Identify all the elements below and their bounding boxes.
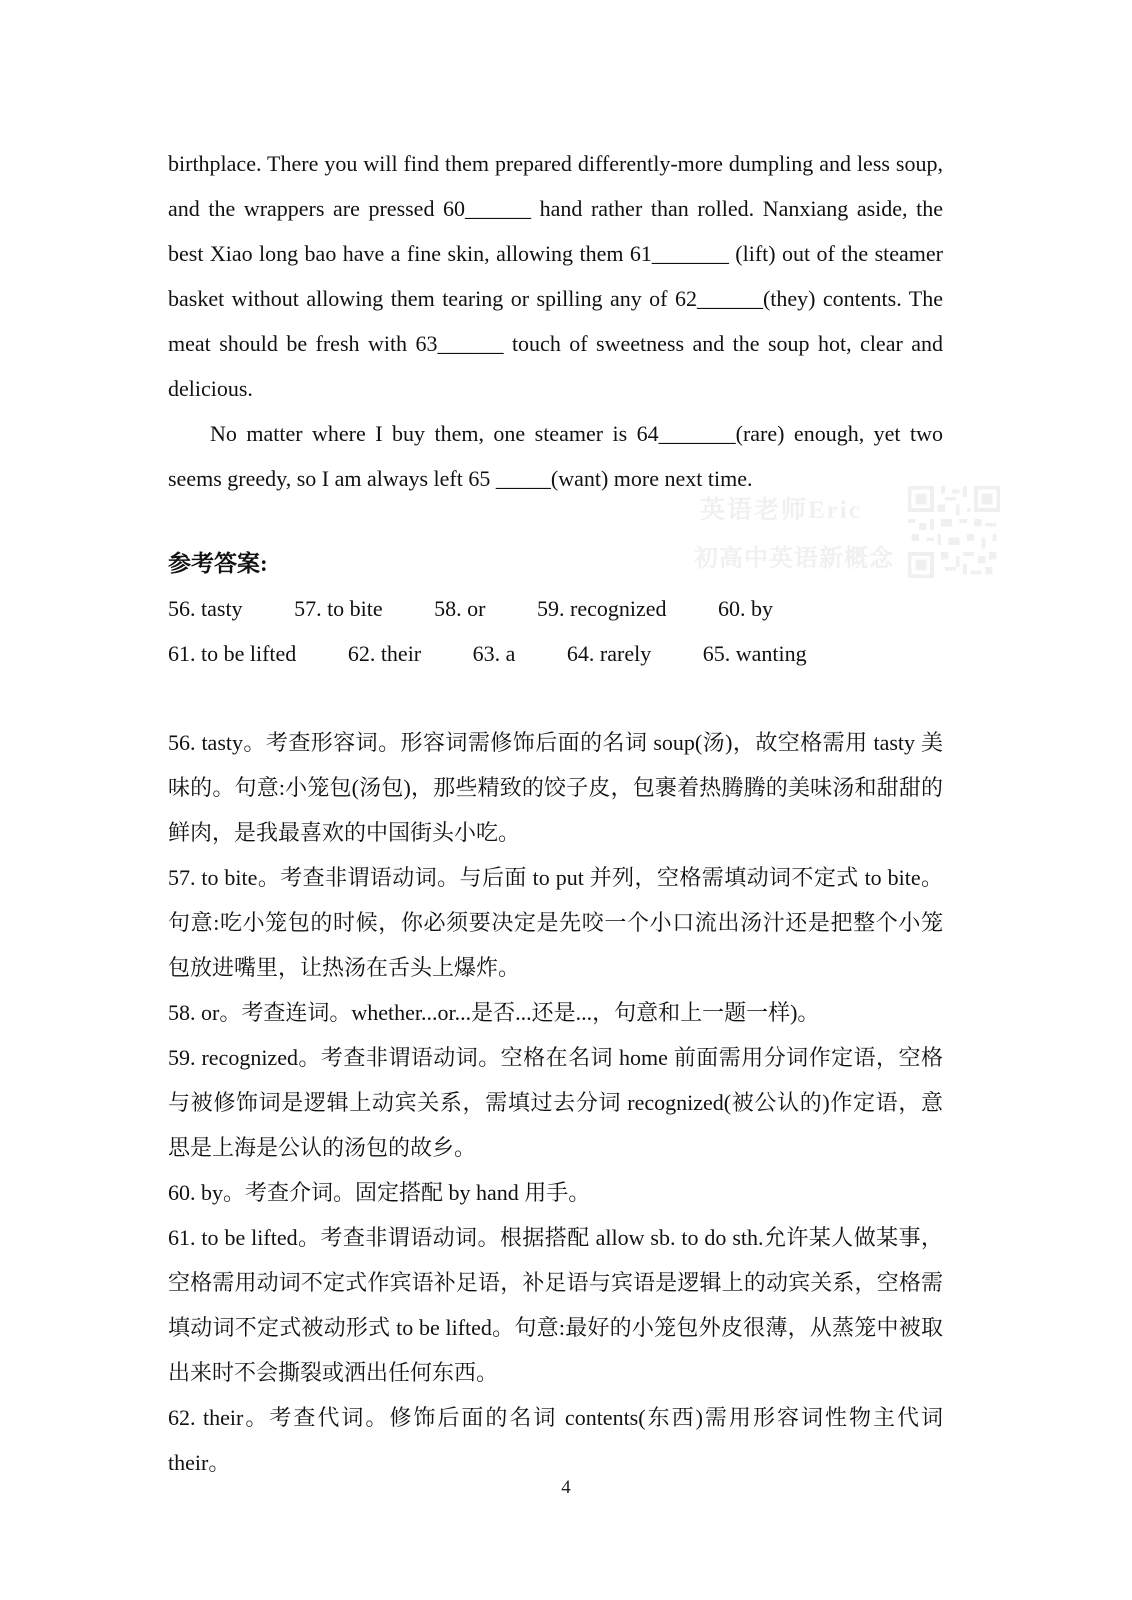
passage-paragraph-2: No matter where I buy them, one steamer is 64_______(rare) enough, yet two seems greedy, so I am always left 65 _____(want) more next time. <box>168 421 943 491</box>
answer-item-57: 57. to bite <box>294 596 383 621</box>
answer-item-62: 62. their <box>347 641 422 666</box>
passage-paragraph-1: birthplace. There you will find them prepared differently-more dumpling and less soup, and the wrappers are pressed 60______ hand rather than rolled. Nanxiang aside, the best Xiao long bao have a fine skin, allowing them 61_______ (lift) out of the steamer basket without allowing them tearing or spilling any of 62______(they) contents. The meat should be fresh with 63______ touch of sweetness and the soup hot, clear and delicious. <box>168 151 943 401</box>
answer-item-58: 58. or <box>434 596 486 621</box>
watermark-text-line1: 英语老师Eric <box>700 497 862 524</box>
answer-key-heading: 参考答案: <box>168 551 268 576</box>
watermark-text-line2: 初高中英语新概念 <box>694 546 894 572</box>
page-number: 4 <box>561 1477 571 1498</box>
answer-item-64: 64. rarely <box>566 641 652 666</box>
explanation-60: 60. by。考查介词。固定搭配 by hand 用手。 <box>168 1180 591 1205</box>
answer-item-56: 56. tasty <box>168 596 243 621</box>
explanation-61: 61. to be lifted。考查非谓语动词。根据搭配 allow sb. to do sth.允许某人做某事，空格需用动词不定式作宾语补足语，补足语与宾语是逻辑上的动宾关系，空格需填动词不定式被动形式 to be lifted。句意:最好的小笼包外皮很薄，从蒸笼中被取出来时不会撕裂或洒出任何东西。 <box>168 1225 943 1385</box>
answer-row-2 <box>168 631 943 676</box>
explanation-56: 56. tasty。考查形容词。形容词需修饰后面的名词 soup(汤)，故空格需用 tasty 美味的。句意:小笼包(汤包)，那些精致的饺子皮，包裹着热腾腾的美味汤和甜甜的鲜肉，是我最喜欢的中国街头小吃。 <box>168 730 943 845</box>
explanations-section <box>168 720 943 1485</box>
explanation-57: 57. to bite。考查非谓语动词。与后面 to put 并列，空格需填动词不定式 to bite。句意:吃小笼包的时候，你必须要决定是先咬一个小口流出汤汁还是把整个小笼包放进嘴里，让热汤在舌头上爆炸。 <box>168 865 943 980</box>
document-body <box>168 141 943 1485</box>
answer-item-60: 60. by <box>718 596 773 621</box>
explanation-62: 62. their。考查代词。修饰后面的名词 contents(东西)需用形容词性物主代词 their。 <box>168 1405 943 1475</box>
answer-item-59: 59. recognized <box>537 596 667 621</box>
answer-item-63: 63. a <box>472 641 516 666</box>
answer-item-61: 61. to be lifted <box>168 641 297 666</box>
answer-row-1 <box>168 586 943 631</box>
explanation-59: 59. recognized。考查非谓语动词。空格在名词 home 前面需用分词作定语，空格与被修饰词是逻辑上动宾关系，需填过去分词 recognized(被公认的)作定语，意思是上海是公认的汤包的故乡。 <box>168 1045 943 1160</box>
answer-item-65: 65. wanting <box>702 641 807 666</box>
explanation-58: 58. or。考查连词。whether...or...是否...还是...，句意和上一题一样)。 <box>168 1000 820 1025</box>
